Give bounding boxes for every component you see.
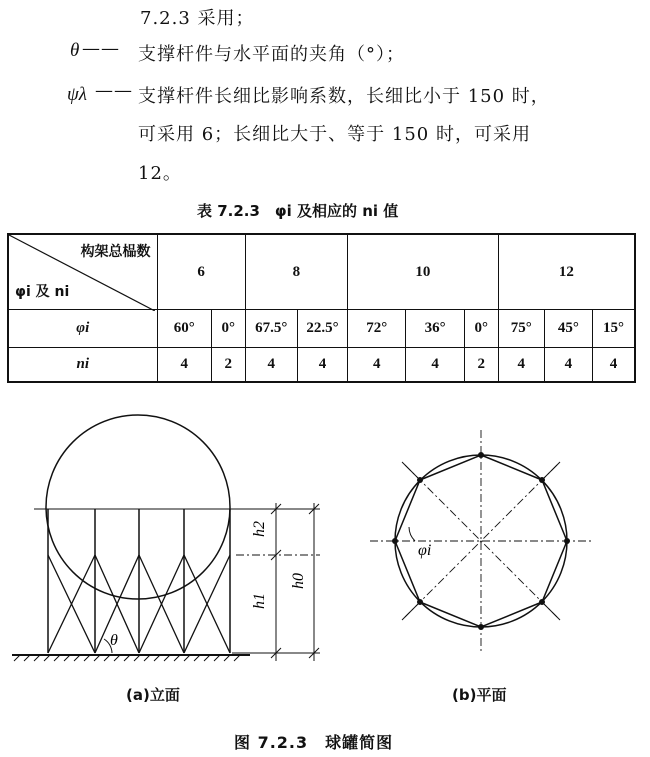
plan-caption: (b)平面 — [452, 686, 507, 704]
header-phi-n: φi 及 ni — [15, 284, 70, 300]
figure-title: 图 7.2.3 球罐简图 — [234, 733, 394, 752]
psi-description-line2: 可采用 6；长细比大于、等于 150 时，可采用 — [138, 124, 531, 145]
elevation-drawing — [0, 395, 340, 675]
n-cell: 4 — [348, 348, 406, 382]
phi-cell: 0° — [464, 310, 498, 348]
n-cell: 2 — [211, 348, 245, 382]
n-cell: 4 — [157, 348, 211, 382]
n-cell: 4 — [297, 348, 347, 382]
phi-cell: 15° — [592, 310, 635, 348]
label-h2: h2 — [251, 521, 268, 537]
theta-description: 支撑杆件与水平面的夹角（°）； — [138, 44, 405, 65]
n-cell: 4 — [498, 348, 544, 382]
label-phi: φi — [418, 542, 432, 559]
phi-cell: 45° — [544, 310, 592, 348]
phi-cell: 72° — [348, 310, 406, 348]
sphere-outline — [46, 415, 230, 599]
phi-cell: 36° — [406, 310, 464, 348]
psi-symbol: ψλ — [67, 84, 88, 105]
theta-symbol: θ — [70, 40, 80, 61]
label-h0: h0 — [290, 573, 307, 589]
n-cell: 4 — [544, 348, 592, 382]
phi-n-table — [7, 233, 636, 383]
n-cell: 4 — [406, 348, 464, 382]
label-theta: θ — [110, 632, 118, 649]
phi-arc — [409, 527, 415, 541]
n-cell: 4 — [245, 348, 297, 382]
n-cell: 4 — [592, 348, 635, 382]
psi-description-line1: 支撑杆件长细比影响系数，长细比小于 150 时， — [138, 86, 550, 107]
phi-cell: 67.5° — [245, 310, 297, 348]
theta-dash: —— — [82, 38, 120, 59]
table-caption: 表 7.2.3 φi 及相应的 ni 值 — [197, 202, 399, 220]
phi-cell: 22.5° — [297, 310, 347, 348]
psi-description-line3: 12。 — [138, 163, 182, 184]
intro-line: 7.2.3 采用； — [140, 8, 255, 29]
psi-dash: —— — [95, 80, 133, 101]
plan-drawing — [360, 420, 620, 660]
row-label-n: ni — [8, 348, 157, 382]
n-cell: 2 — [464, 348, 498, 382]
table-header-diagonal-cell — [8, 234, 157, 310]
elevation-caption: (a)立面 — [126, 686, 180, 704]
phi-cell: 75° — [498, 310, 544, 348]
header-frame-count: 构架总榀数 — [80, 244, 151, 260]
phi-cell: 60° — [157, 310, 211, 348]
table-row-phi — [8, 310, 635, 348]
group-header-10: 10 — [348, 234, 499, 310]
row-label-phi: φi — [8, 310, 157, 348]
table-row-n — [8, 348, 635, 382]
phi-cell: 0° — [211, 310, 245, 348]
group-header-12: 12 — [498, 234, 635, 310]
group-header-8: 8 — [245, 234, 347, 310]
label-h1: h1 — [251, 593, 268, 609]
group-header-6: 6 — [157, 234, 245, 310]
columns — [48, 509, 230, 653]
